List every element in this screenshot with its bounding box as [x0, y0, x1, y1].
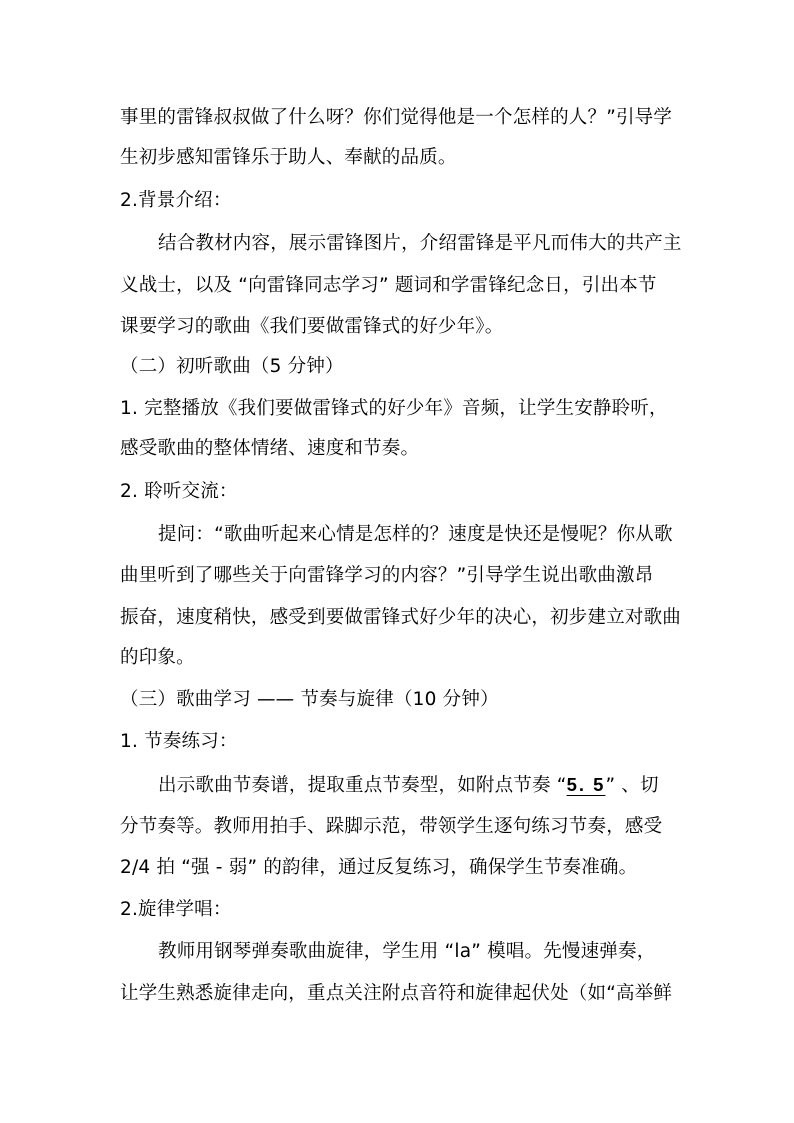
rhythm-line-post: ” 、切 — [605, 775, 659, 796]
text-line: 让学生熟悉旋律走向，重点关注附点音符和旋律起伏处（如“高举鲜 — [120, 983, 673, 1004]
text-line: 分节奏等。教师用拍手、跺脚示范，带领学生逐句练习节奏，感受 — [120, 816, 663, 837]
text-line: 结合教材内容，展示雷锋图片，介绍雷锋是平凡而伟大的共产主 — [158, 233, 682, 254]
text-line: 提问：“歌曲听起来心情是怎样的？速度是快还是慢呢？你从歌 — [158, 524, 673, 545]
rhythm-line — [158, 773, 659, 798]
text-line: 1. 完整播放《我们要做雷锋式的好少年》音频，让学生安静聆听， — [120, 398, 668, 419]
text-line: 事里的雷锋叔叔做了什么呀？你们觉得他是一个怎样的人？”引导学 — [120, 107, 673, 128]
text-line: 的印象。 — [120, 647, 195, 668]
text-line: 振奋，速度稍快，感受到要做雷锋式好少年的决心，初步建立对歌曲 — [120, 607, 682, 628]
text-line: 2/4 拍 “强 - 弱” 的韵律，通过反复练习，确保学生节奏准确。 — [120, 857, 638, 878]
section-heading: 2.旋律学唱： — [120, 899, 232, 920]
text-line: 义战士，以及 “向雷锋同志学习” 题词和学雷锋纪念日，引出本节 — [120, 275, 657, 296]
text-line: 曲里听到了哪些关于向雷锋学习的内容？”引导学生说出歌曲激昂 — [120, 565, 654, 586]
text-line: 生初步感知雷锋乐于助人、奉献的品质。 — [120, 147, 457, 168]
rhythm-notation: 5. 5 — [566, 774, 606, 795]
text-line: 教师用钢琴弹奏歌曲旋律，学生用 “la” 模唱。先慢速弹奏， — [158, 941, 656, 962]
rhythm-line-pre: 出示歌曲节奏谱，提取重点节奏型，如附点节奏 “ — [158, 775, 567, 796]
section-heading: 2.背景介绍： — [120, 190, 232, 211]
section-heading: 1. 节奏练习： — [120, 731, 238, 752]
section-heading: （二）初听歌曲（5 分钟） — [120, 356, 344, 377]
text-line: 感受歌曲的整体情绪、速度和节奏。 — [120, 438, 420, 459]
section-heading: 2. 聆听交流： — [120, 481, 238, 502]
text-line: 课要学习的歌曲《我们要做雷锋式的好少年》。 — [120, 316, 504, 337]
section-heading: （三）歌曲学习 —— 节奏与旋律（10 分钟） — [120, 689, 499, 710]
